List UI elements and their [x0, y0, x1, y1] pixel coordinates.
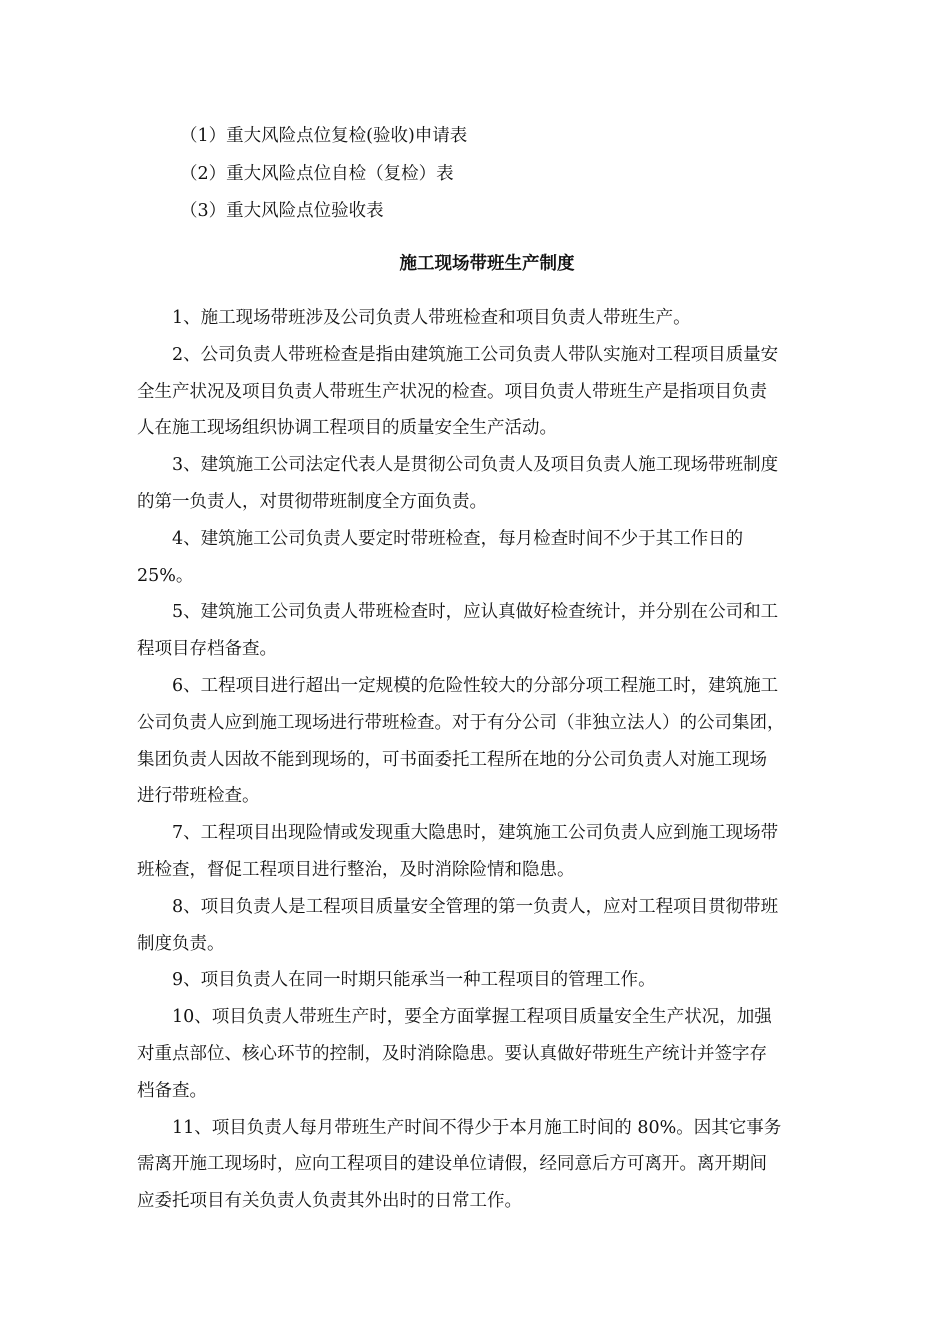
paragraph-5	[137, 594, 837, 668]
paragraph-10	[137, 999, 837, 1109]
text-line: 制度负责。	[137, 933, 225, 954]
text-line: 全生产状况及项目负责人带班生产状况的检查。项目负责人带班生产是指项目负责	[137, 381, 767, 402]
text-line: 档备查。	[137, 1080, 207, 1101]
text-line: 的第一负责人，对贯彻带班制度全方面负责。	[137, 491, 487, 512]
text-line: 11、项目负责人每月带班生产时间不得少于本月施工时间的 80%。因其它事务	[172, 1117, 782, 1138]
paragraph-8	[137, 889, 837, 963]
text-line: 人在施工现场组织协调工程项目的质量安全生产活动。	[137, 418, 557, 439]
text-line: 需离开施工现场时，应向工程项目的建设单位请假，经同意后方可离开。离开期间	[137, 1154, 767, 1175]
paragraph-1	[137, 300, 837, 337]
paragraph-11	[137, 1110, 837, 1220]
section-title: 施工现场带班生产制度	[399, 254, 575, 274]
text-line: 集团负责人因故不能到现场的，可书面委托工程所在地的分公司负责人对施工现场	[137, 749, 767, 770]
paragraph-6	[137, 668, 837, 815]
text-line: 9、项目负责人在同一时期只能承当一种工程项目的管理工作。	[172, 970, 656, 991]
text-line: 班检查，督促工程项目进行整治，及时消除险情和隐患。	[137, 859, 575, 880]
text-line: 3、建筑施工公司法定代表人是贯彻公司负责人及项目负责人施工现场带班制度	[172, 455, 779, 476]
text-line: 4、建筑施工公司负责人要定时带班检查，每月检查时间不少于其工作日的	[172, 528, 744, 549]
attachment-item: （3）重大风险点位验收表	[180, 201, 384, 221]
text-line: 对重点部位、核心环节的控制，及时消除隐患。要认真做好带班生产统计并签字存	[137, 1043, 767, 1064]
paragraph-3	[137, 447, 837, 521]
text-line: 应委托项目有关负责人负责其外出时的日常工作。	[137, 1191, 522, 1212]
paragraph-9	[137, 962, 837, 999]
text-line: 5、建筑施工公司负责人带班检查时，应认真做好检查统计，并分别在公司和工	[172, 602, 779, 623]
text-line: 程项目存档备查。	[137, 639, 277, 660]
text-line: 7、工程项目出现险情或发现重大隐患时，建筑施工公司负责人应到施工现场带	[172, 823, 779, 844]
text-line: 进行带班检查。	[137, 786, 260, 807]
text-line: 10、项目负责人带班生产时，要全方面掌握工程项目质量安全生产状况，加强	[172, 1007, 772, 1028]
paragraph-7	[137, 815, 837, 889]
paragraph-4	[137, 521, 837, 595]
text-line: 公司负责人应到施工现场进行带班检查。对于有分公司（非独立法人）的公司集团，	[137, 712, 785, 733]
text-line: 2、公司负责人带班检查是指由建筑施工公司负责人带队实施对工程项目质量安	[172, 344, 779, 365]
text-line: 25%。	[137, 565, 194, 586]
attachment-list	[180, 118, 860, 231]
attachment-item: （2）重大风险点位自检（复检）表	[180, 163, 454, 184]
text-line: 8、项目负责人是工程项目质量安全管理的第一负责人，应对工程项目贯彻带班	[172, 896, 779, 917]
text-line: 6、工程项目进行超出一定规模的危险性较大的分部分项工程施工时，建筑施工	[172, 675, 779, 696]
document-body	[137, 300, 837, 1220]
paragraph-2	[137, 337, 837, 447]
text-line: 1、施工现场带班涉及公司负责人带班检查和项目负责人带班生产。	[172, 308, 691, 328]
attachment-item: （1）重大风险点位复检(验收)申请表	[180, 126, 468, 146]
